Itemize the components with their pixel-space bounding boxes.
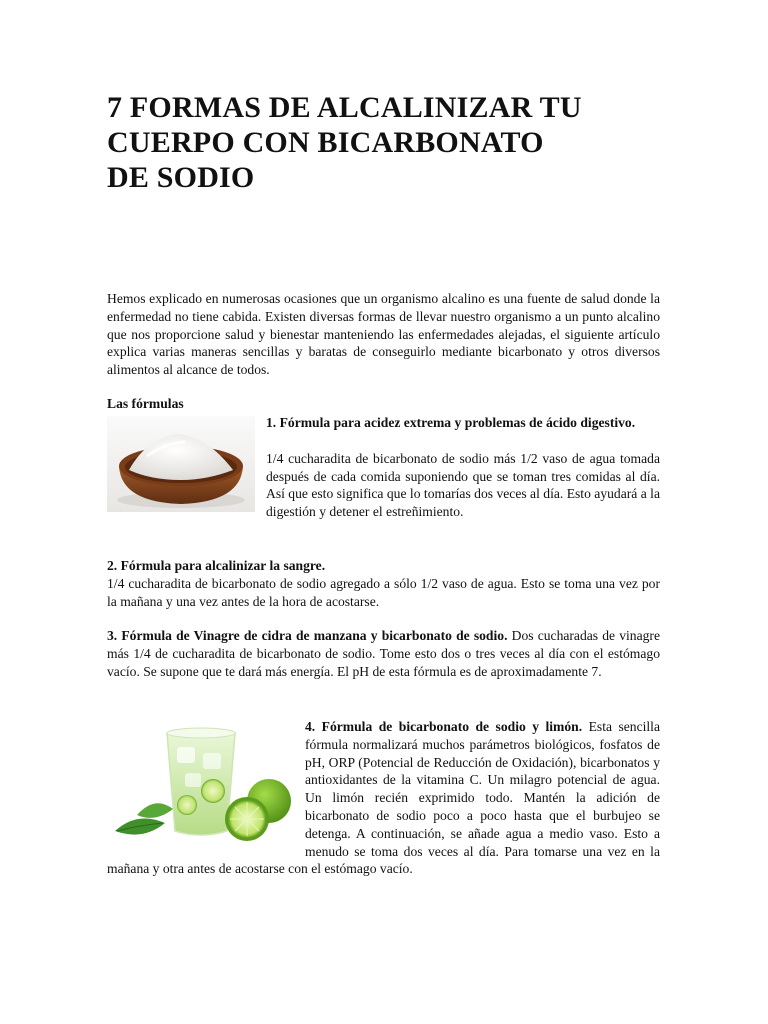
formula-2: [107, 557, 660, 610]
baking-soda-bowl-image: [107, 416, 255, 512]
formula-3-body: Dos cucharadas de vinagre más 1/4 de cucharadita de bicarbonato de sodio. Tome esto dos o tres veces al día con el estómago vacío. Se supone que te dará más energía. El pH de esta fórmula es de aproximadamente 7.: [107, 628, 660, 679]
page-title: [107, 90, 667, 195]
lime-drink-image: [107, 719, 295, 847]
formula-1: [107, 414, 660, 521]
formula-1-body: 1/4 cucharadita de bicarbonato de sodio más 1/2 vaso de agua tomada después de cada comida suponiendo que se toman tres comidas al día. Así que esto significa que lo tomarías dos veces al día. Esto ayudará a la digestión y detener el estreñimiento.: [266, 450, 660, 520]
formula-4: [107, 718, 660, 878]
formula-3: [107, 627, 660, 680]
formula-2-body: 1/4 cucharadita de bicarbonato de sodio agregado a sólo 1/2 vaso de agua. Esto se toma una vez por la mañana y una vez antes de la hora de acostarse.: [107, 575, 660, 609]
formulas-heading: Las fórmulas: [107, 396, 184, 411]
title-line-3: DE SODIO: [107, 161, 255, 194]
formula-4-title: 4. Fórmula de bicarbonato de sodio y limón.: [305, 719, 583, 734]
formula-4-body: Esta sencilla fórmula normalizará muchos parámetros biológicos, fosfatos de pH, ORP (Potencial de Reducción de Oxidación), bicarbonatos y antioxidantes de la vitamina C. Un milagro potencial de agua. Un limón recién exprimido todo. Mantén la adición de bicarbonato de sodio poco a poco hasta que el burbujeo se detenga. A continuación, se añade agua a medio vaso. Esto a menudo se toma dos veces al día. Para tomarse una vez en la mañana y otra antes de acostarse con el estómago vacío.: [107, 719, 660, 877]
formula-1-title: 1. Fórmula para acidez extrema y problemas de ácido digestivo.: [266, 415, 636, 430]
formula-3-title: 3. Fórmula de Vinagre de cidra de manzana y bicarbonato de sodio.: [107, 628, 508, 643]
title-line-1: 7 FORMAS DE ALCALINIZAR TU: [107, 91, 582, 124]
title-line-2: CUERPO CON BICARBONATO: [107, 126, 544, 159]
intro-paragraph: Hemos explicado en numerosas ocasiones que un organismo alcalino es una fuente de salud donde la enfermedad no tiene cabida. Existen diversas formas de llevar nuestro organismo a un punto alcalino que nos proporcione salud y bienestar manteniendo las enfermedades alejadas, el siguiente artículo explica varias maneras sencillas y baratas de conseguirlo mediante bicarbonato y otros diversos alimentos al alcance de todos.: [107, 291, 660, 378]
formula-2-title: 2. Fórmula para alcalinizar la sangre.: [107, 558, 326, 573]
